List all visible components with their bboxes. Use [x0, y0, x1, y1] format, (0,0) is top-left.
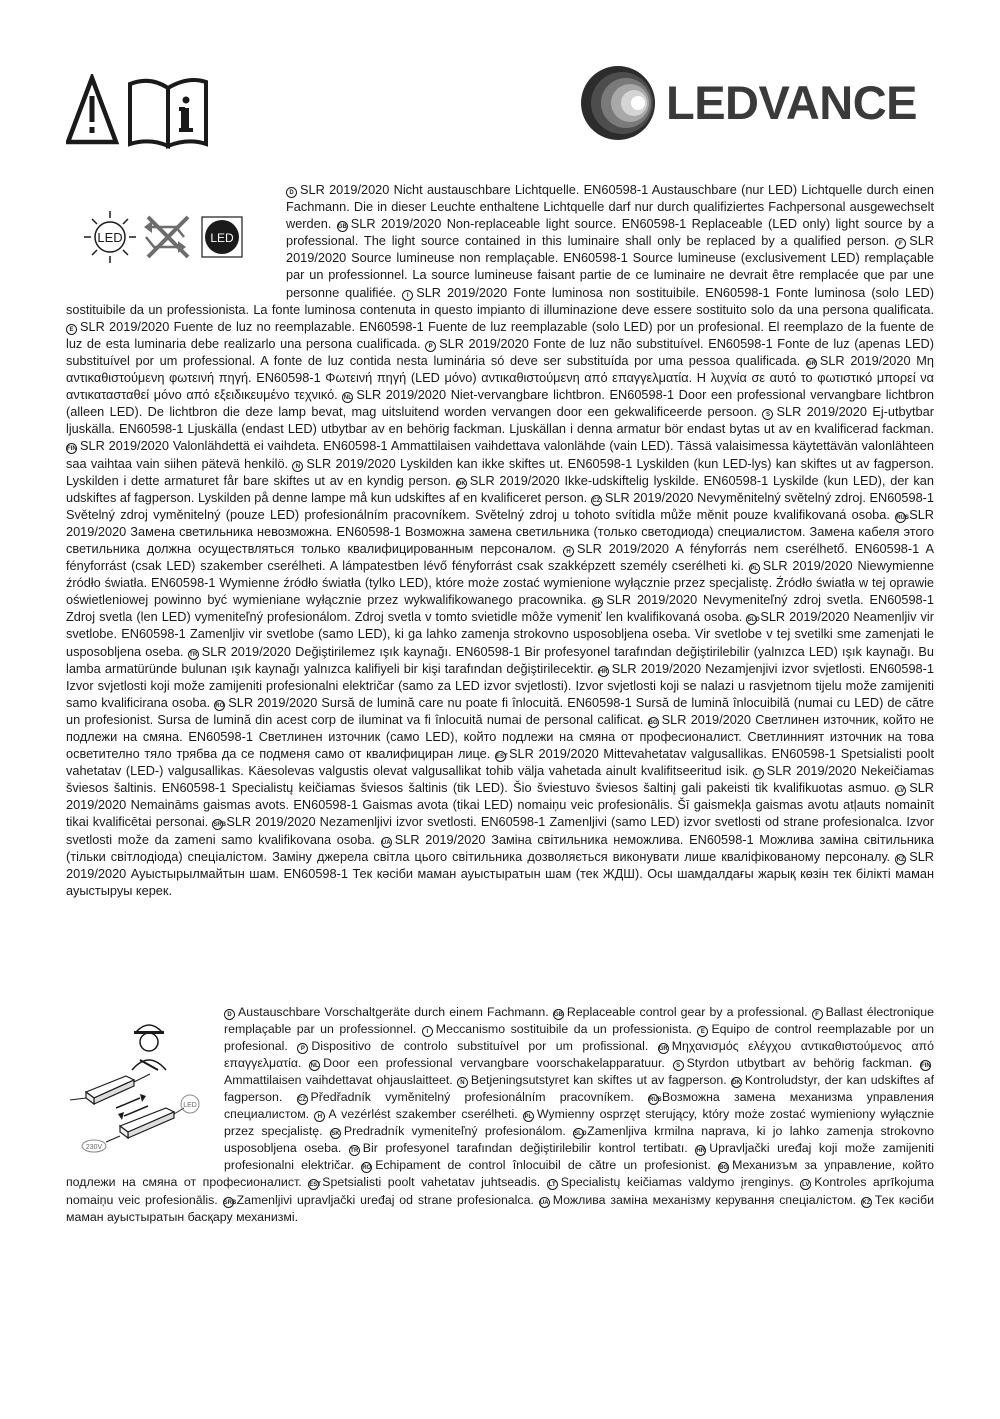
language-badge-icon [495, 751, 506, 762]
language-badge-icon [592, 597, 603, 608]
paragraph-text: SLR 2019/2020 Замена светильника невозможна. EN60598-1 Возможна замена светильника (только светодиода) специалистом. Замена кабеля этого светильника должна осуществляться только квалифицированным персоналом. [66, 506, 934, 556]
paragraph-text: Echipament de control înlocuibil de către un profesionist. [375, 1158, 719, 1173]
language-badge-icon [214, 700, 225, 711]
language-badge-icon [349, 1145, 360, 1156]
paragraph-text: SLR 2019/2020 Source lumineuse non remplaçable. EN60598-1 Source lumineuse (exclusivement LED) remplaçable par un professionnel. La source lumineuse faisant partie de ce luminaire ne devrait être remplacée que par une personne qualifiée. [286, 233, 934, 300]
paragraph-text: Předřadník vyměnitelný profesionálním pracovníkem. [310, 1090, 648, 1105]
language-badge-icon [573, 1128, 584, 1139]
language-badge-icon [314, 1111, 325, 1122]
light-source-section [66, 181, 934, 899]
language-badge-icon [224, 1009, 235, 1020]
language-badge-icon [658, 1043, 669, 1054]
paragraph-text: Betjeningsutstyret kan skiftes ut av fagperson. [470, 1073, 731, 1088]
paragraph-text: Zamenljiva krmilna naprava, ki jo lahko zamenja strokovno usposobljena oseba. [224, 1124, 934, 1156]
language-badge-icon [425, 341, 436, 352]
language-badge-icon [598, 666, 609, 677]
language-badge-icon [806, 358, 817, 369]
language-badge-icon [895, 238, 906, 249]
language-badge-icon [695, 1145, 706, 1156]
voltage-label: 230V [85, 1144, 103, 1151]
paragraph-text: SLR 2019/2020 Ej-utbytbar ljuskälla. EN60598-1 Ljuskälla (endast LED) utbytbar av en behörig fackman. Ljuskällan i denna armatur bör endast bytas ut av en kvalificerad fackman. [66, 404, 934, 437]
led-icons [66, 181, 286, 285]
header-icon-set [66, 74, 276, 150]
paragraph-text: SLR 2019/2020 Заміна світильника неможлива. EN60598-1 Можлива заміна світильника (тільки світлодіода) спеціалістом. Заміну джерела світла цього світильника дозволяється виконувати лише кваліфікованому персоналу. [66, 831, 934, 864]
paragraph-text: Ballast électronique remplaçable par un professionnel. [224, 1005, 934, 1037]
paragraph-text: SLR 2019/2020 Nevymeniteľný zdroj svetla. EN60598-1 Zdroj svetla (len LED) vymeniteľný profesionálom. Zdroj svetla v tomto svietidle môže vymeniť len kvalifikovaná osoba. [66, 592, 934, 625]
paragraph-text: SLR 2019/2020 Neamenljiv vir svetlobe. EN60598-1 Zamenljiv vir svetlobe (samo LED), ki ga lahko zamenja strokovno usposobljena oseba. Vir svetlobe v tej svetilki sme zamenjati le usposobljena oseba. [66, 609, 934, 659]
language-badge-icon [456, 478, 467, 489]
led-round-label: LED [97, 230, 123, 245]
paragraph-text: Kontroles aprīkojuma nomaiņu veic profesionālis. [66, 1175, 934, 1207]
paragraph-text: SLR 2019/2020 A fényforrás nem cserélhető. EN60598-1 A fényforrást (csak LED) szakember cserélheti. A lámpatestben lévő fényforrást csak szakképzett személy cserélheti ki. [66, 540, 934, 574]
language-badge-icon [648, 717, 659, 728]
paragraph-text: SLR 2019/2020 Fuente de luz no reemplazable. EN60598-1 Fuente de luz reemplazable (solo LED) por un profesional. El reemplazo de la fuente de luz de esta luminaria debe realizarlo una persona cualificada. [66, 318, 934, 351]
paragraph-text: Можлива заміна механізму керування спеціалістом. [552, 1192, 861, 1207]
language-badge-icon [330, 1128, 341, 1139]
paragraph-text: SLR 2019/2020 Ауыстырылмайтын шам. EN60598-1 Тек кәсіби маман ауыстыратын шам (тек ЖДШ). Осы шамдалдағы жарық көзін тек білікті маман ауыстыруы керек. [66, 848, 934, 898]
driver-box-new-icon [82, 1095, 199, 1152]
paragraph-text: SLR 2019/2020 Fonte luminosa non sostituibile. EN60598-1 Fonte luminosa (solo LED) sostituibile da un professionista. La fonte luminosa contenuta in questo impianto di illuminazione deve essere sostituito solo da una persona qualificata. [66, 284, 934, 317]
paragraph-text: Meccanismo sostituibile da un professionista. [435, 1022, 698, 1037]
language-badge-icon [66, 324, 77, 335]
paragraph-text: Wymienny osprzęt sterujący, który może zostać wymieniony wyłącznie przez specjalistę. [224, 1107, 934, 1139]
language-badge-icon [800, 1179, 811, 1190]
paragraph-text: Spetsialisti poolt vahetatav juhtseadis. [322, 1175, 547, 1190]
language-badge-icon [402, 290, 413, 301]
paragraph-text: SLR 2019/2020 Nicht austauschbare Lichtquelle. EN60598-1 Austauschbare (nur LED) Lichtquelle durch einen Fachmann. Die in dieser Leuchte enthaltene Lichtquelle darf nur durch qualifiziertes Fachpersonal ausgewechselt werden. [286, 182, 934, 232]
paragraph-text: Тек кәсіби маман ауыстыратын басқару механизмі. [66, 1192, 935, 1224]
paragraph-text: Dispositivo de controlo substituível por um profissional. [311, 1039, 658, 1054]
paragraph-text: Austauschbare Vorschaltgeräte durch einem Fachmann. [238, 1005, 553, 1019]
warning-triangle-icon [68, 78, 116, 142]
language-badge-icon [591, 495, 602, 506]
language-badge-icon [895, 785, 906, 796]
language-badge-icon [718, 1162, 729, 1173]
paragraph-text: SLR 2019/2020 Niet-vervangbare lichtbron. EN60598-1 Door een professional vervangbare lichtbron (alleen LED). De lichtbron die deze lamp bevat, mag uitsluitend worden vervangen door een gekwalificeerde persoon. [66, 387, 934, 420]
paragraph-text: A vezérlést szakember cserélheti. [328, 1107, 523, 1122]
language-badge-icon [753, 768, 764, 779]
paragraph-text: SLR 2019/2020 Değiştirilemez ışık kaynağı. EN60598-1 Bir profesyonel tarafından değiştirilebilir (yalnızca LED) ışık kaynağı. Bu lamba armatüründe bulunan ışık kaynağı yalnızca kalifiyeli bir kişi tarafından değiştirilecektir. [66, 643, 934, 676]
paragraph-text: SLR 2019/2020 Niewymienne źródło światła. EN60598-1 Wymienne źródło światła (tylko LED), które może zostać wymienione wyłącznie przez specjalistę. Źródło światła w tej oprawie oświetleniowej powinno być wymieniane wyłącznie przez wykwalifikowanego pracownika. [66, 558, 934, 608]
paragraph-text: SLR 2019/2020 Nevyměnitelný světelný zdroj. EN60598-1 Světelný zdroj vyměnitelný (pouze LED) profesionálním pracovníkem. Světelný zdroj u tohoto svítidla může měnit pouze kvalifikovaná osoba. [66, 489, 934, 522]
control-gear-icon [66, 1012, 216, 1162]
language-badge-icon [861, 1197, 872, 1208]
language-badge-icon [697, 1026, 708, 1037]
paragraph-text: SLR 2019/2020 Nekeičiamas šviesos šaltinis. EN60598-1 Specialistų keičiamas šviesos šaltinis (tik LED). Šio šviestuvo šviesos šaltinį gali pakeisti tik kvalifikuotas asmuo. [66, 763, 935, 796]
language-badge-icon [188, 649, 199, 660]
paragraph-text: Replaceable control gear by a professional. [566, 1005, 812, 1019]
language-badge-icon [223, 1197, 234, 1208]
language-badge-icon [337, 221, 348, 232]
paragraph-text: SLR 2019/2020 Sursă de lumină care nu poate fi înlocuită. EN60598-1 Sursă de lumină înlocuibilă (numai cu LED) de către un profesionist. Sursa de lumină din acest corp de iluminat va fi înlocuită numai de personal calificat. [66, 694, 934, 727]
language-badge-icon [648, 1094, 659, 1105]
language-badge-icon [66, 443, 77, 454]
paragraph-text: SLR 2019/2020 Μη αντικαθιστούμενη φωτεινή πηγή. EN60598-1 Φωτεινή πηγή (LED μόνο) αντικαθιστούμενη από επαγγελματία. Η λυχνία σε αυτό το φωτιστικό μπορεί να αντικατασταθεί μόνο από εξειδικευμένο τεχνικό. [66, 352, 934, 403]
language-badge-icon [895, 854, 906, 865]
paragraph-text: SLR 2019/2020 Valonlähdettä ei vaihdeta. EN60598-1 Ammattilaisen vaihdettava valonlähde (vain LED). Tässä valaisimessa käytettävän valonlähteen saa vaihtaa vain siihen pätevä henkilö. [66, 438, 934, 471]
paragraph-text: Μηχανισμός ελέγχου αντικαθιστούμενος από επαγγελματία. [224, 1039, 934, 1071]
language-badge-icon [547, 1179, 558, 1190]
language-badge-icon [673, 1060, 684, 1071]
brand-name: LEDVANCE [666, 76, 918, 129]
language-badge-icon [212, 819, 223, 830]
ledvance-logo [576, 66, 936, 140]
paragraph-text: Zamenljivi upravljački uređaj od strane profesionalca. [236, 1192, 539, 1207]
language-badge-icon [539, 1197, 550, 1208]
language-badge-icon [308, 1179, 319, 1190]
paragraph-text: Styrdon utbytbart av behörig fackman. [686, 1056, 921, 1071]
language-badge-icon [297, 1094, 308, 1105]
info-book-icon [130, 80, 206, 146]
paragraph-text: Механизъм за управление, който подлежи на смяна от професионалист. [66, 1158, 934, 1190]
paragraph-text: SLR 2019/2020 Nezamjenjivi izvor svjetlosti. EN60598-1 Izvor svjetlosti koji može zamijeniti profesionalni električar (samo za LED izvor svjetlosti). Izvor svjetlosti koji se nalazi u rasvjetnom tijelu može zamijeniti samo kvalificirana osoba. [66, 660, 934, 710]
language-badge-icon [342, 392, 353, 403]
paragraph-text: Door een professional vervangbare voorschakelapparatuur. [323, 1056, 673, 1071]
professional-worker-icon [132, 1025, 166, 1070]
no-replace-icon [144, 217, 188, 257]
led-icon-group [80, 207, 280, 277]
language-badge-icon [553, 1009, 564, 1020]
paragraph-text: SLR 2019/2020 Fonte de luz não substituível. EN60598-1 Fonte de luz (apenas LED) substituível por um professional. A fonte de luz contida nesta luminária só deve ser substituída por uma pessoa qualificada. [66, 335, 934, 368]
svg-text:LED: LED [183, 1102, 197, 1109]
header-icons [66, 74, 276, 150]
language-badge-icon [286, 187, 297, 198]
control-gear-illustration [66, 1004, 224, 1174]
language-badge-icon [563, 546, 574, 557]
language-badge-icon [292, 461, 303, 472]
language-badge-icon [381, 837, 392, 848]
paragraph-text: Specialistų keičiamas valdymo įrenginys. [560, 1175, 801, 1190]
paragraph-text: Возможна замена механизма управления специалистом. [224, 1090, 934, 1122]
paragraph-text: SLR 2019/2020 Светлинен източник, който не подлежи на смяна. EN60598-1 Светлинен източник (само LED), който подлежи на смяна от професионалист. Светлинният източник на това осветително тяло трябва да се подменя само от квалифициран лице. [66, 711, 934, 762]
paragraph-text: SLR 2019/2020 Nemaināms gaismas avots. EN60598-1 Gaismas avota (tikai LED) nomaiņu veic profesionālis. Šī gaismekļa gaismas avotu atļauts nomainīt tikai kvalificētai personai. [66, 780, 934, 830]
led-bulb-icon [84, 211, 136, 263]
paragraph-text: Ammattilaisen vaihdettavat ohjauslaitteet. [224, 1073, 457, 1088]
language-badge-icon [309, 1060, 320, 1071]
language-badge-icon [422, 1026, 433, 1037]
swap-arrows-icon [116, 1094, 148, 1120]
language-badge-icon [361, 1162, 372, 1173]
language-badge-icon [895, 512, 906, 523]
paragraph-text: Kontroludstyr, der kan udskiftes af fagperson. [224, 1073, 934, 1105]
logo-rings-icon [576, 66, 666, 140]
control-gear-section [66, 1004, 934, 1226]
paragraph-text: Upravljački uređaj koji može zamijeniti profesionalni električar. [224, 1141, 935, 1173]
language-badge-icon [920, 1060, 931, 1071]
paragraph-text: Equipo de control reemplazable por un profesional. [224, 1022, 934, 1054]
paragraph-text: SLR 2019/2020 Ikke-udskiftelig lyskilde. EN60598-1 Lyskilde (kun LED), der kan udskiftes af fagperson. Lyskilden på denne lampe må kun udskiftes af en kvalificeret person. [66, 472, 934, 505]
language-badge-icon [523, 1111, 534, 1122]
paragraph-text: SLR 2019/2020 Nezamenljivi izvor svetlosti. EN60598-1 Zamenljivi (samo LED) izvor svetlosti od strane profesionalca. Izvor svetlosti može da zameni samo kvalifikovana osoba. [66, 814, 934, 847]
paragraph-text: Predradník vymeniteľný profesionálom. [343, 1124, 574, 1139]
paragraph-text: SLR 2019/2020 Non-replaceable light source. EN60598-1 Replaceable (LED only) light source by a professional. The light source contained in this luminaire shall only be replaced by a qualified person. [286, 216, 934, 249]
language-badge-icon [731, 1077, 742, 1088]
language-badge-icon [746, 614, 757, 625]
language-badge-icon [297, 1043, 308, 1054]
paragraph-text: SLR 2019/2020 Lyskilden kan ikke skiftes ut. EN60598-1 Lyskilden (kun LED-lys) kan skiftes ut av fagperson. Lyskilden i dette armaturet får bare skiftes ut av en kyndig person. [66, 455, 934, 488]
led-square-label: LED [210, 231, 234, 245]
paragraph-text: SLR 2019/2020 Mittevahetatav valgusallikas. EN60598-1 Spetsialisti poolt vahetatav (LED-) valgusallikas. Käesolevas valgustis olevat valgusallikat tohib välja vahetada ainult kvalifitseeritud isik. [66, 746, 934, 779]
light-source-text [66, 182, 934, 898]
paragraph-text: Bir profesyonel tarafından değiştirilebilir kontrol tertibatı. [362, 1141, 696, 1156]
led-square-icon [202, 217, 242, 257]
language-badge-icon [457, 1077, 468, 1088]
language-badge-icon [749, 563, 760, 574]
language-badge-icon [762, 409, 773, 420]
language-badge-icon [812, 1009, 823, 1020]
